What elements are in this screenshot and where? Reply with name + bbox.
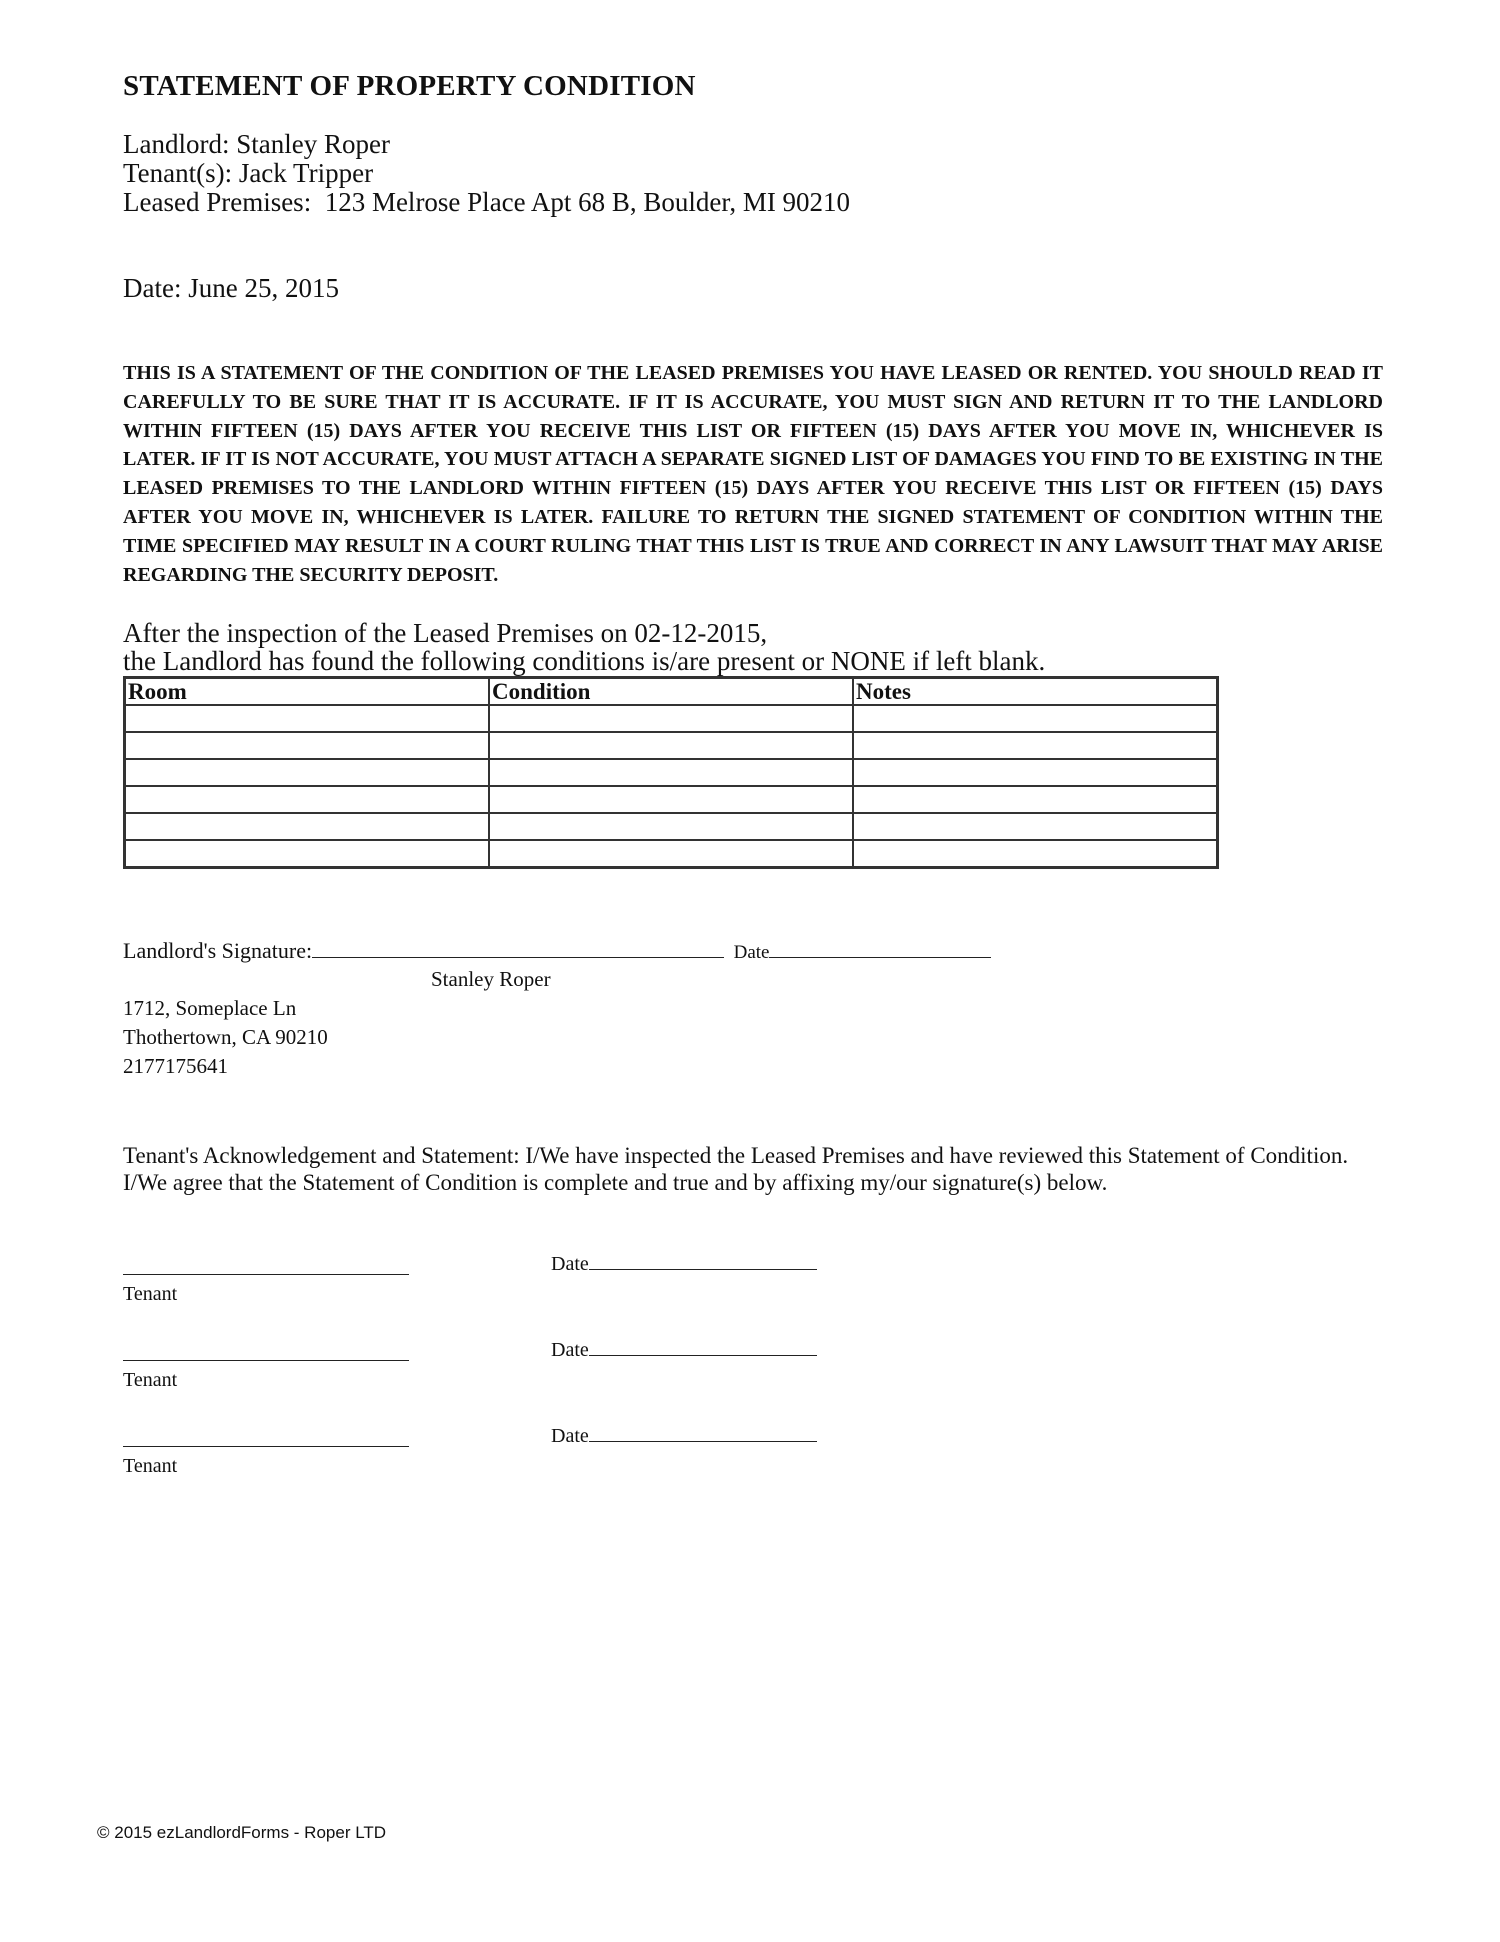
table-row	[125, 732, 1218, 759]
tenant-date-label: Date	[551, 1425, 589, 1447]
landlord-date-label: Date	[733, 942, 770, 963]
condition-cell[interactable]	[489, 840, 853, 868]
condition-cell[interactable]	[489, 705, 853, 732]
tenant-date-field	[551, 1425, 817, 1448]
tenant-date-label: Date	[551, 1253, 589, 1275]
tenant-label: Tenant	[123, 1283, 178, 1305]
notes-cell[interactable]	[853, 840, 1218, 868]
table-row	[125, 786, 1218, 813]
document-date: Date: June 25, 2015	[123, 273, 339, 303]
table-row	[125, 759, 1218, 786]
table-header-row	[125, 678, 1218, 706]
tenant-label: Tenant	[123, 1369, 178, 1391]
tenants-line: Tenant(s): Jack Tripper	[123, 158, 374, 188]
room-cell[interactable]	[125, 705, 490, 732]
room-cell[interactable]	[125, 840, 490, 868]
tenant-signature-line[interactable]	[123, 1274, 409, 1275]
landlord-address-1: 1712, Someplace Ln	[123, 996, 297, 1020]
header-room: Room	[125, 678, 490, 706]
header-condition: Condition	[489, 678, 853, 706]
landlord-line: Landlord: Stanley Roper	[123, 129, 390, 159]
inspection-line-1: After the inspection of the Leased Premises on 02-12-2015,	[123, 618, 768, 648]
tenant-signature-line[interactable]	[123, 1446, 409, 1447]
tenant-date-field	[551, 1253, 817, 1276]
premises-line: Leased Premises: 123 Melrose Place Apt 68 B, Boulder, MI 90210	[123, 187, 851, 217]
landlord-date-line[interactable]	[769, 957, 991, 958]
room-cell[interactable]	[125, 732, 490, 759]
table-row	[125, 840, 1218, 868]
tenant-signature-line[interactable]	[123, 1360, 409, 1361]
landlord-signature-block	[123, 938, 991, 964]
condition-table	[123, 676, 1219, 869]
landlord-signature-line[interactable]	[312, 957, 724, 958]
inspection-statement	[123, 619, 1045, 675]
tenant-acknowledgement: Tenant's Acknowledgement and Statement: I/We have inspected the Leased Premises and have reviewed this Statement of Condition. I/We agree that the Statement of Condition is complete and true and by affixing my/our signature(s) below.	[123, 1143, 1349, 1195]
condition-cell[interactable]	[489, 732, 853, 759]
tenant-date-line[interactable]	[589, 1269, 817, 1270]
tenant-label: Tenant	[123, 1455, 178, 1477]
tenant-date-label: Date	[551, 1339, 589, 1361]
room-cell[interactable]	[125, 813, 490, 840]
notes-cell[interactable]	[853, 759, 1218, 786]
room-cell[interactable]	[125, 759, 490, 786]
header-notes: Notes	[853, 678, 1218, 706]
landlord-printed-name: Stanley Roper	[431, 967, 551, 991]
notes-cell[interactable]	[853, 705, 1218, 732]
tenant-date-field	[551, 1339, 817, 1362]
inspection-line-2: the Landlord has found the following conditions is/are present or NONE if left blank.	[123, 646, 1046, 676]
table-row	[125, 813, 1218, 840]
notes-cell[interactable]	[853, 732, 1218, 759]
room-cell[interactable]	[125, 786, 490, 813]
notes-cell[interactable]	[853, 786, 1218, 813]
tenant-date-line[interactable]	[589, 1355, 817, 1356]
condition-cell[interactable]	[489, 813, 853, 840]
notes-cell[interactable]	[853, 813, 1218, 840]
table-row	[125, 705, 1218, 732]
copyright-footer: © 2015 ezLandlordForms - Roper LTD	[97, 1823, 387, 1842]
landlord-signature-label: Landlord's Signature:	[123, 938, 313, 963]
tenant-date-line[interactable]	[589, 1441, 817, 1442]
landlord-phone: 2177175641	[123, 1054, 228, 1078]
condition-cell[interactable]	[489, 759, 853, 786]
condition-cell[interactable]	[489, 786, 853, 813]
landlord-address-2: Thothertown, CA 90210	[123, 1025, 328, 1049]
document-title: STATEMENT OF PROPERTY CONDITION	[123, 70, 696, 102]
legal-warning: THIS IS A STATEMENT OF THE CONDITION OF THE LEASED PREMISES YOU HAVE LEASED OR RENTED. YOU SHOULD READ IT CAREFULLY TO BE SURE THAT IT IS ACCURATE. IF IT IS ACCURATE, YOU MUST SIGN AND RETURN IT TO THE LANDLORD WITHIN FIFTEEN (15) DAYS AFTER YOU RECEIVE THIS LIST OR FIFTEEN (15) DAYS AFTER YOU MOVE IN, WHICHEVER IS LATER. IF IT IS NOT ACCURATE, YOU MUST ATTACH A SEPARATE SIGNED LIST OF DAMAGES YOU FIND TO BE EXISTING IN THE LEASED PREMISES TO THE LANDLORD WITHIN FIFTEEN (15) DAYS AFTER YOU RECEIVE THIS LIST OR FIFTEEN (15) DAYS AFTER YOU MOVE IN, WHICHEVER IS LATER. FAILURE TO RETURN THE SIGNED STATEMENT OF CONDITION WITHIN THE TIME SPECIFIED MAY RESULT IN A COURT RULING THAT THIS LIST IS TRUE AND CORRECT IN ANY LAWSUIT THAT MAY ARISE REGARDING THE SECURITY DEPOSIT.	[123, 362, 1383, 586]
